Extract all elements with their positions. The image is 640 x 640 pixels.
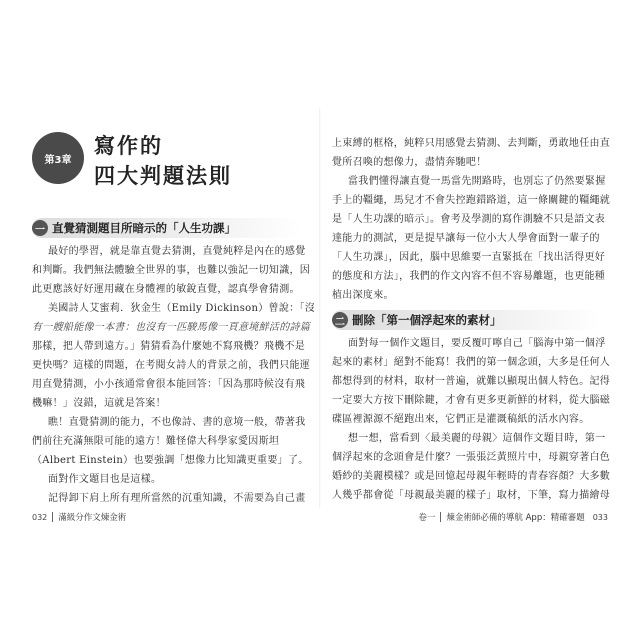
section-number-badge: 一 [32, 220, 48, 236]
text-line: 的態度和方法」，我們的作文內容不但不容易離題，也更能種 [332, 271, 606, 282]
section-title: 刪除「第一個浮起來的素材」 [352, 313, 502, 327]
section-heading-2 [332, 310, 602, 330]
text-line: 個浮起來的念頭會是什麼？一張張泛黃照片中，母親穿著白色 [332, 452, 610, 463]
text-line: 面對每一個作文題目，要反覆叮嚀自己「腦海中第一個浮 [348, 338, 606, 349]
text-line: 用直覺猜測，小小孩通常會很本能回答：「因為那時候沒有飛 [32, 379, 306, 390]
text-line: 記得卸下肩上所有理所當然的沉重知識，不需要為自己畫 [48, 493, 306, 504]
right-body-text-top [332, 134, 610, 305]
text-line: 婚紗的美麗模樣？或是回憶起母親年輕時的青春容顏？大多數 [332, 471, 610, 482]
text-line: 瞧！直覺猜測的能力，不也像詩、書的意境一般，帶著我 [48, 417, 306, 428]
text-line: 上束縛的框格，純粹只用感覺去猜測、去判斷，勇敢地任由直 [332, 138, 610, 149]
book-spread [28, 100, 612, 540]
text-line: 手上的韁繩，馬兒才不會失控跑錯路道，這一條關鍵的韁繩就 [332, 195, 610, 206]
left-body-text [32, 242, 316, 508]
text-line: 那樣，把人帶到遠方。」猜猜看為什麼她不寫飛機？飛機不是 [32, 341, 306, 352]
text-line: 此更應該好好運用藏在身體裡的敏銳直覺，認真學會猜測。 [32, 284, 300, 295]
text-line: 起來的素材」絕對不能寫！我們的第一個念頭，大多是任何人 [332, 357, 610, 368]
chapter-title-line-2: 四大判題法則 [94, 164, 232, 188]
book-title: 滿級分作文煉金術 [58, 513, 127, 523]
text-line: 碟區裡源源不絕跑出來，它們正是灌溉稿紙的活水內容。 [332, 414, 590, 425]
text-line: 一定要大方按下刪除鍵，才會有更多更新鮮的材料，從大腦磁 [332, 395, 610, 406]
right-body-text-bottom [332, 334, 610, 505]
text-line: 達能力的測試，更是提早讓每一位小大人學會面對一輩子的 [332, 233, 600, 244]
text-line: 人幾乎都會從「母親最美麗的樣子」取材，下筆，寫力描繪母 [332, 490, 610, 501]
text-line: 機嘛！」沒錯，這就是答案！ [32, 398, 166, 409]
text-line: 是「人生功課的暗示」。會考及學測的寫作測驗不只是語文表 [332, 214, 606, 225]
section-title: 直覺猜測題目所暗示的「人生功課」 [52, 221, 236, 235]
chapter-badge: 第3章 [32, 132, 84, 184]
volume-label: 卷一 [418, 513, 436, 523]
right-footer [418, 510, 608, 524]
chapter-header [32, 124, 302, 194]
left-page [28, 100, 318, 540]
text-line: 覺所召喚的想像力，盡情奔馳吧！ [332, 157, 487, 168]
text-line: 「人生功課」，因此，腦中思維要一直緊抵在「找出活得更好 [332, 252, 606, 263]
page-number: 032 [32, 512, 48, 522]
right-page [322, 100, 612, 540]
text-line: 最好的學習，就是靠直覺去猜測，直覺純粹是內在的感覺 [48, 246, 306, 257]
section-number-badge: 二 [332, 312, 348, 328]
text-line: 都想得到的材料，取材一普遍，就難以顯現出個人特色。記得 [332, 376, 610, 387]
chapter-subtitle: 煉金術師必備的導航 App：精確審題 [446, 513, 585, 523]
text-line: 們前往充滿無限可能的遠方！難怪偉大科學家愛因斯坦 [32, 436, 280, 447]
text-line: 更快嗎？這樣的問題，在考閱女詩人的背景之前，我們只能運 [32, 360, 311, 371]
text-line: 面對作文題目也是這樣。 [48, 474, 162, 485]
text-line: 植出深度來。 [332, 290, 394, 301]
text-line: 美國詩人艾蜜莉．狄金生（Emily Dickinson）曾說：「沒 [48, 303, 316, 314]
text-line: 有一艘船能像一本書：也沒有一匹駿馬像一頁意境鮮活的詩篇 [32, 322, 311, 333]
page-number: 033 [592, 512, 608, 522]
footer-divider [52, 512, 53, 522]
footer-divider [440, 512, 441, 522]
chapter-title-line-1: 寫作的 [94, 134, 163, 158]
page-gutter [319, 108, 321, 508]
text-line: 和判斷。我們無法體驗全世界的事，也難以強記一切知識，因 [32, 265, 311, 276]
text-line: （Albert Einstein）也要強調「想像力比知識更重要」了。 [32, 455, 309, 466]
text-line: 想一想，當看到〈最美麗的母親〉這個作文題目時，第一 [348, 433, 606, 444]
left-footer [32, 510, 126, 524]
text-line: 當我們懂得讓直覺一馬當先開路時，也別忘了仍然要緊握 [348, 176, 606, 187]
section-heading-1 [32, 218, 302, 238]
